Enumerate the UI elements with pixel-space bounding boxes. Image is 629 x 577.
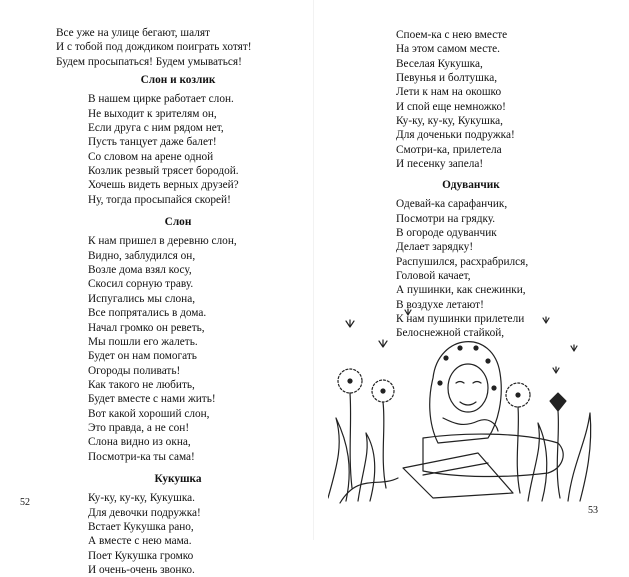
dandelion-right [506, 383, 566, 498]
poem-line: Белоснежной стайкой, [396, 327, 505, 340]
poem-line: Встает Кукушка рано, [88, 520, 194, 533]
poem-line: Слона видно из окна, [88, 436, 191, 449]
poem-title: Слон [164, 216, 192, 229]
poem-line: Поет Кукушка громко [88, 549, 194, 562]
poem-line: Делает зарядку! [396, 241, 474, 254]
poem-line: Споем-ка с нею вместе [396, 29, 508, 41]
poem-line: Певунья и болтушка, [396, 72, 498, 85]
intro-line: Будем просыпаться! Будем умываться! [56, 55, 242, 68]
right-column-top [396, 28, 515, 171]
poem-line: Для девочки подружка! [88, 506, 201, 519]
poem-line: Ку-ку, ку-ку, Кукушка, [396, 115, 503, 128]
poem-line: Козлик резвый трясет бородой. [88, 165, 239, 178]
poem-line: Возле дома взял косу, [88, 264, 192, 277]
poem-line: В воздухе летают! [396, 298, 484, 311]
poem-line: Пусть танцует даже балет! [88, 136, 217, 149]
poem-line: Веселая Кукушка, [396, 57, 483, 70]
page-number: 52 [20, 497, 30, 508]
poem-line: Посмотри на грядку. [396, 212, 496, 225]
poem-line: Хочешь видеть верных друзей? [88, 179, 239, 192]
poem-line: Одевай-ка сарафанчик, [396, 198, 508, 211]
girl-dandelions-illustration [328, 303, 598, 508]
poem-line: Видно, заблудился он, [88, 249, 196, 262]
poem-line: Как такого не любить, [88, 378, 195, 391]
poem-line: Огороды поливать! [88, 364, 181, 377]
left-column [56, 26, 252, 69]
poem-line: К нам пришел в деревню слон, [88, 235, 237, 248]
poem-line: К нам пушинки прилетели [396, 313, 525, 326]
poem-line: На этом самом месте. [396, 43, 500, 56]
poem-line: Посмотри-ка ты сама! [88, 450, 195, 463]
poem-line: Для доченьки подружка! [396, 129, 515, 142]
poem-line: И песенку запела! [396, 158, 484, 171]
dandelion-left [338, 369, 394, 488]
poem-line: Головой качает, [396, 270, 471, 283]
poem-line: Смотри-ка, прилетела [396, 143, 502, 156]
poem-line: Будет вместе с нами жить! [88, 393, 216, 406]
girl-figure [403, 342, 563, 498]
poem-line: Если друга с ним рядом нет, [88, 122, 224, 135]
poem-line: А пушинки, как снежинки, [396, 284, 526, 297]
poem-line: Ну, тогда просыпайся скорей! [88, 193, 231, 206]
left-page [0, 0, 314, 576]
poem-line: Со словом на арене одной [88, 150, 214, 163]
poem-line: Будет он нам помогать [88, 350, 197, 363]
poem-line: Это правда, а не сон! [88, 421, 190, 434]
grass-leaves [328, 413, 591, 503]
poem-line: В нашем цирке работает слон. [88, 93, 234, 106]
poem-line: Испугались мы слона, [88, 292, 196, 305]
poem-title: Кукушка [154, 472, 202, 485]
poem-line: Ку-ку, ку-ку, Кукушка. [88, 492, 195, 505]
poem-title: Слон и козлик [140, 74, 216, 86]
poem-line: Начал громко он реветь, [88, 321, 205, 334]
poem-line: И очень-очень звонко. [88, 564, 195, 576]
poem-line: Все попрятались в дома. [88, 307, 207, 320]
poem-line: И спой еще немножко! [396, 100, 506, 113]
page-number: 53 [588, 505, 598, 516]
floating-seeds [346, 309, 577, 373]
poem-line: Лети к нам на окошко [396, 86, 502, 99]
poem-line: Распушился, расхрабрился, [396, 255, 529, 268]
poem-line: А вместе с нею мама. [88, 535, 192, 548]
intro-line: И с тобой под дождиком поиграть хотят! [56, 41, 252, 54]
poem-line: Не выходит к зрителям он, [88, 107, 217, 120]
poem-line: В огороде одуванчик [396, 227, 497, 240]
poem-line: Скосил сорную траву. [88, 278, 194, 291]
poem-slon-i-kozlik [88, 65, 268, 577]
poem-line: Мы пошли его жалеть. [88, 335, 198, 348]
poem-title: Одуванчик [442, 179, 500, 191]
intro-line: Все уже на улице бегают, шалят [56, 27, 210, 39]
poem-line: Вот какой хороший слон, [88, 407, 210, 420]
